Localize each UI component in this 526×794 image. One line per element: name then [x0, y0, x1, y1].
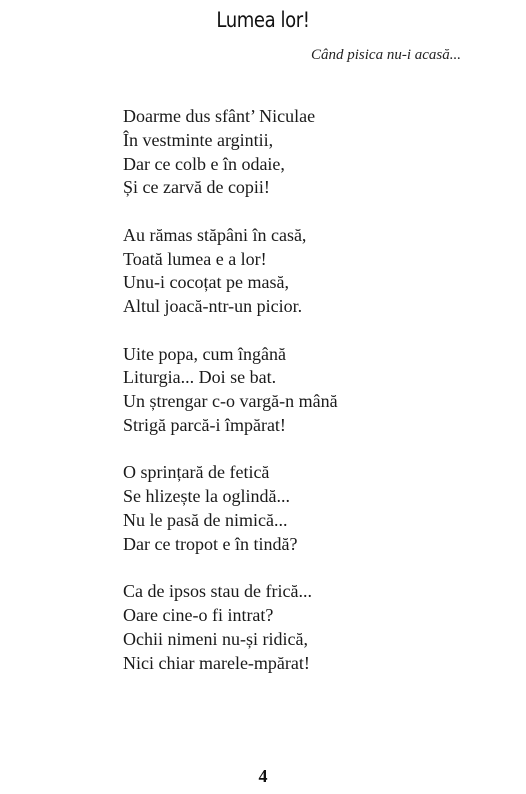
stanza	[123, 343, 338, 438]
poem-line: Strigă parcă-i împărat!	[123, 414, 286, 435]
poem-line: Liturgia... Doi se bat.	[123, 367, 277, 388]
poem-line: Se hlizește la oglindă...	[123, 486, 290, 507]
poem-body	[123, 105, 338, 699]
poem-line: Un ștrengar c-o vargă-n mână	[123, 391, 338, 412]
poem-line: Ca de ipsos stau de frică...	[123, 581, 312, 602]
poem-line: Doarme dus sfânt’ Niculae	[123, 106, 316, 126]
poem-line: Uite popa, cum îngână	[123, 343, 286, 364]
page-title: Lumea lor!	[216, 8, 310, 32]
poem-line: Dar ce tropot e în tindă?	[123, 533, 298, 554]
poem-line: Ochii nimeni nu-și ridică,	[123, 628, 308, 649]
poem-line: O sprințară de fetică	[123, 462, 270, 483]
poem-line: Dar ce colb e în odaie,	[123, 153, 285, 174]
stanza	[123, 105, 338, 200]
stanza	[123, 580, 338, 675]
poem-line: Nici chiar marele-mpărat!	[123, 652, 310, 673]
poem-line: Oare cine-o fi intrat?	[123, 604, 274, 625]
poem-line: Au rămas stăpâni în casă,	[123, 224, 307, 245]
poem-line: Toată lumea e a lor!	[123, 248, 267, 269]
stanza	[123, 461, 338, 556]
poem-line: Și ce zarvă de copii!	[123, 177, 270, 198]
poem-line: Nu le pasă de nimică...	[123, 509, 288, 530]
page-number: 4	[258, 766, 268, 786]
poem-line: Altul joacă-ntr-un picior.	[123, 296, 303, 317]
poem-line: Unu-i cocoțat pe masă,	[123, 272, 289, 293]
stanza	[123, 224, 338, 319]
page-subtitle: Când pisica nu-i acasă...	[311, 47, 461, 63]
poem-line: În vestminte argintii,	[123, 129, 274, 150]
